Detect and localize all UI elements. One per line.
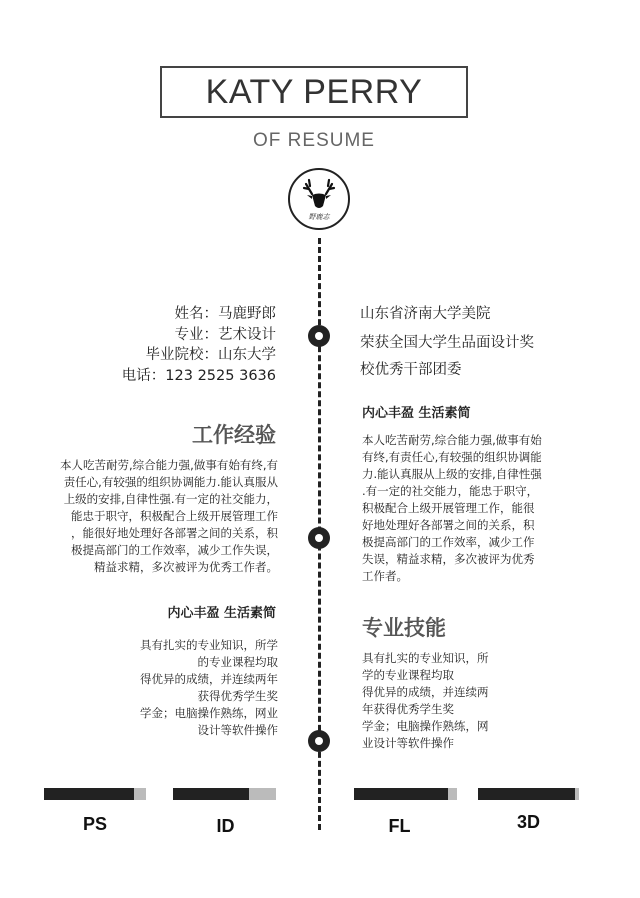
info-phone: 电话：123 2525 3636	[121, 368, 276, 384]
right-intro-paragraph: 本人吃苦耐劳,综合能力强,做事有始 有终,有责任心,有较强的组织协调能 力.能认真服从上级的安排,自律性强 .有一定的社交能力，能忠于职守， 积极配合上级开展管理工作，能很 好地处理好各部署之间的关系，积 极提高部门的工作效率，减少工作 失误，精益求精，多次被评为优秀 工作者。	[362, 433, 542, 583]
skill-bar-fill	[44, 788, 134, 800]
deer-head-icon	[290, 170, 348, 228]
education-line-3: 校优秀干部团委	[360, 362, 462, 378]
info-major: 专业：艺术设计	[174, 327, 276, 343]
resume-name: KATY PERRY	[205, 72, 423, 111]
timeline-dot	[308, 730, 330, 752]
left-skills-paragraph: 具有扎实的专业知识，所学 的专业课程均取 得优异的成绩，并连续两年 获得优秀学生奖 学金；电脑操作熟练，网业 设计等软件操作	[140, 638, 278, 737]
professional-skills-paragraph: 具有扎实的专业知识，所 学的专业课程均取 得优异的成绩，并连续两 年获得优秀学生奖 学金；电脑操作熟练，网 业设计等软件操作	[362, 651, 489, 750]
skill-bar-id	[173, 788, 276, 800]
education-line-1: 山东省济南大学美院	[360, 306, 491, 322]
skill-bar-fill	[354, 788, 448, 800]
education-line-2: 荣获全国大学生品面设计奖	[360, 335, 534, 351]
timeline-dot	[308, 527, 330, 549]
skill-label-3d: 3D	[516, 812, 540, 832]
work-experience-paragraph: 本人吃苦耐劳,综合能力强,做事有始有终,有 责任心,有较强的组织协调能力.能认真服从 上级的安排,自律性强.有一定的社交能力， 能忠于职守，积极配合上级开展管理工作 ，能很好地处理好各部署之间的关系，积 极提高部门的工作效率，减少工作失误， 精益求精，多次被评为优秀工作者。	[60, 458, 278, 574]
resume-subtitle: OF RESUME	[253, 130, 375, 151]
info-name: 姓名：马鹿野郎	[174, 306, 276, 322]
skill-label-fl: FL	[388, 816, 411, 836]
logo-badge	[288, 168, 350, 230]
right-slogan: 内心丰盈 生活素简	[362, 406, 471, 421]
resume-name-box	[160, 66, 468, 118]
skill-bar-3d	[478, 788, 579, 800]
skill-bar-fill	[478, 788, 575, 800]
skill-label-id: ID	[216, 816, 235, 836]
professional-skills-title: 专业技能	[362, 616, 446, 640]
timeline-dot	[308, 325, 330, 347]
skill-label-ps: PS	[82, 814, 107, 834]
left-slogan: 内心丰盈 生活素简	[167, 606, 276, 621]
logo-text: 野鹿志	[308, 213, 330, 221]
skill-bar-fill	[173, 788, 249, 800]
info-school: 毕业院校：山东大学	[145, 347, 276, 363]
skill-bar-fl	[354, 788, 457, 800]
work-experience-title: 工作经验	[192, 423, 276, 447]
skill-bar-ps	[44, 788, 146, 800]
